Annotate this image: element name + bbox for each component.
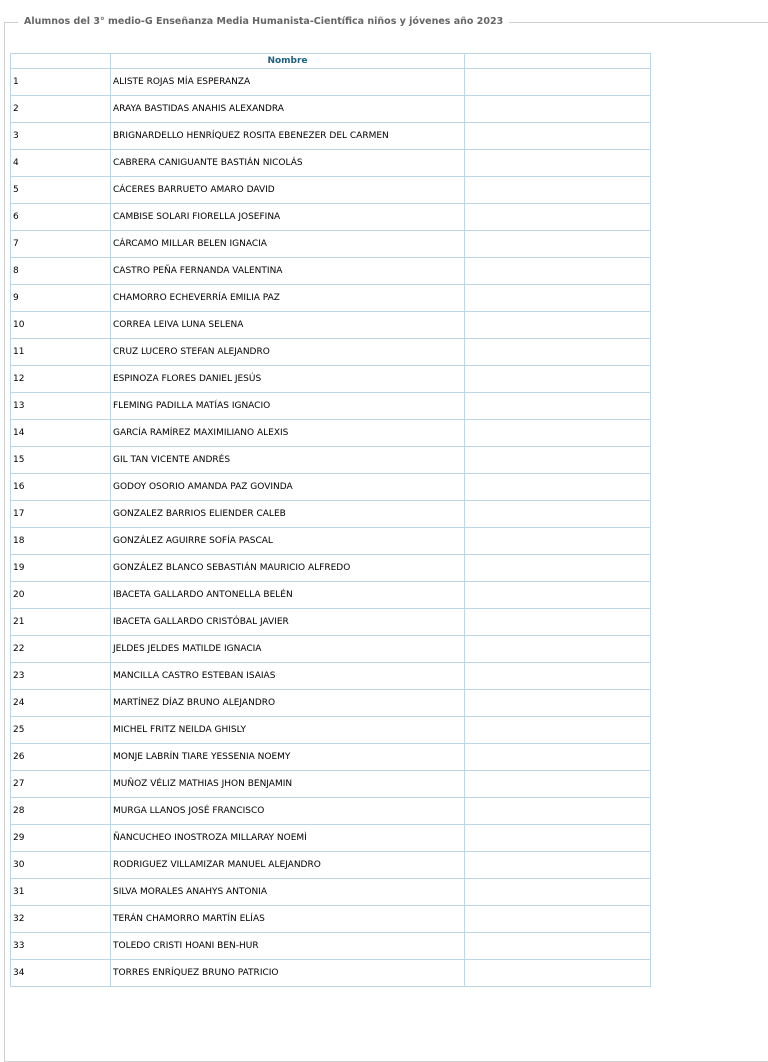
table-row: [11, 663, 651, 690]
student-name: ESPINOZA FLORES DANIEL JESÚS: [111, 366, 465, 393]
student-name: ÑANCUCHEO INOSTROZA MILLARAY NOEMÌ: [111, 825, 465, 852]
empty-cell: [465, 852, 651, 879]
row-number: 4: [11, 150, 111, 177]
empty-cell: [465, 960, 651, 987]
table-row: [11, 285, 651, 312]
empty-cell: [465, 555, 651, 582]
empty-cell: [465, 231, 651, 258]
table-row: [11, 474, 651, 501]
empty-cell: [465, 420, 651, 447]
empty-cell: [465, 258, 651, 285]
row-number: 23: [11, 663, 111, 690]
row-number: 19: [11, 555, 111, 582]
fieldset-legend: Alumnos del 3° medio-G Enseñanza Media Humanista-Científica niños y jóvenes año 2023: [18, 16, 509, 27]
table-row: [11, 771, 651, 798]
student-name: GONZÁLEZ AGUIRRE SOFÍA PASCAL: [111, 528, 465, 555]
empty-cell: [465, 663, 651, 690]
row-number: 29: [11, 825, 111, 852]
row-number: 34: [11, 960, 111, 987]
empty-cell: [465, 474, 651, 501]
table-row: [11, 555, 651, 582]
empty-cell: [465, 123, 651, 150]
student-name: ARAYA BASTIDAS ANAHIS ALEXANDRA: [111, 96, 465, 123]
row-number: 10: [11, 312, 111, 339]
table-row: [11, 204, 651, 231]
empty-cell: [465, 933, 651, 960]
student-name: CORREA LEIVA LUNA SELENA: [111, 312, 465, 339]
table-row: [11, 69, 651, 96]
empty-cell: [465, 96, 651, 123]
table-row: [11, 609, 651, 636]
table-row: [11, 825, 651, 852]
student-name: GARCÍA RAMÍREZ MAXIMILIANO ALEXIS: [111, 420, 465, 447]
table-row: [11, 906, 651, 933]
row-number: 28: [11, 798, 111, 825]
student-name: GONZÁLEZ BLANCO SEBASTIÁN MAURICIO ALFREDO: [111, 555, 465, 582]
empty-cell: [465, 447, 651, 474]
table-row: [11, 339, 651, 366]
row-number: 2: [11, 96, 111, 123]
student-name: CÁRCAMO MILLAR BELEN IGNACIA: [111, 231, 465, 258]
student-name: MICHEL FRITZ NEILDA GHISLY: [111, 717, 465, 744]
empty-cell: [465, 393, 651, 420]
table-row: [11, 393, 651, 420]
row-number: 25: [11, 717, 111, 744]
student-name: SILVA MORALES ANAHYS ANTONIA: [111, 879, 465, 906]
table-row: [11, 258, 651, 285]
table-header-row: [11, 54, 651, 69]
student-name: MONJE LABRÍN TIARE YESSENIA NOEMY: [111, 744, 465, 771]
empty-cell: [465, 879, 651, 906]
table-row: [11, 744, 651, 771]
empty-cell: [465, 636, 651, 663]
row-number: 11: [11, 339, 111, 366]
table-row: [11, 150, 651, 177]
empty-cell: [465, 177, 651, 204]
student-name: RODRIGUEZ VILLAMIZAR MANUEL ALEJANDRO: [111, 852, 465, 879]
table-row: [11, 501, 651, 528]
table-row: [11, 933, 651, 960]
header-extra: [465, 54, 651, 69]
row-number: 15: [11, 447, 111, 474]
row-number: 12: [11, 366, 111, 393]
row-number: 21: [11, 609, 111, 636]
header-number: [11, 54, 111, 69]
row-number: 8: [11, 258, 111, 285]
empty-cell: [465, 501, 651, 528]
student-name: TOLEDO CRISTI HOANI BEN-HUR: [111, 933, 465, 960]
empty-cell: [465, 150, 651, 177]
row-number: 5: [11, 177, 111, 204]
student-table: [10, 53, 651, 987]
row-number: 24: [11, 690, 111, 717]
student-name: TORRES ENRÍQUEZ BRUNO PATRICIO: [111, 960, 465, 987]
table-row: [11, 123, 651, 150]
student-name: CHAMORRO ECHEVERRÍA EMILIA PAZ: [111, 285, 465, 312]
row-number: 1: [11, 69, 111, 96]
empty-cell: [465, 609, 651, 636]
student-name: MANCILLA CASTRO ESTEBAN ISAIAS: [111, 663, 465, 690]
empty-cell: [465, 339, 651, 366]
empty-cell: [465, 906, 651, 933]
table-row: [11, 960, 651, 987]
student-name: BRIGNARDELLO HENRÍQUEZ ROSITA EBENEZER DEL CARMEN: [111, 123, 465, 150]
table-row: [11, 528, 651, 555]
empty-cell: [465, 690, 651, 717]
row-number: 22: [11, 636, 111, 663]
row-number: 27: [11, 771, 111, 798]
student-name: JELDES JELDES MATILDE IGNACIA: [111, 636, 465, 663]
row-number: 17: [11, 501, 111, 528]
table-row: [11, 798, 651, 825]
empty-cell: [465, 582, 651, 609]
student-name: ALISTE ROJAS MÍA ESPERANZA: [111, 69, 465, 96]
row-number: 26: [11, 744, 111, 771]
table-row: [11, 231, 651, 258]
empty-cell: [465, 204, 651, 231]
student-name: GONZALEZ BARRIOS ELIENDER CALEB: [111, 501, 465, 528]
row-number: 9: [11, 285, 111, 312]
student-name: IBACETA GALLARDO ANTONELLA BELÉN: [111, 582, 465, 609]
empty-cell: [465, 528, 651, 555]
table-row: [11, 852, 651, 879]
table-row: [11, 312, 651, 339]
row-number: 30: [11, 852, 111, 879]
empty-cell: [465, 366, 651, 393]
table-row: [11, 690, 651, 717]
student-name: CAMBISE SOLARI FIORELLA JOSEFINA: [111, 204, 465, 231]
student-name: GODOY OSORIO AMANDA PAZ GOVINDA: [111, 474, 465, 501]
table-row: [11, 717, 651, 744]
student-name: TERÁN CHAMORRO MARTÍN ELÍAS: [111, 906, 465, 933]
student-name: CASTRO PEÑA FERNANDA VALENTINA: [111, 258, 465, 285]
student-name: CRUZ LUCERO STEFAN ALEJANDRO: [111, 339, 465, 366]
table-row: [11, 177, 651, 204]
empty-cell: [465, 744, 651, 771]
student-name: CÁCERES BARRUETO AMARO DAVID: [111, 177, 465, 204]
table-row: [11, 879, 651, 906]
table-row: [11, 582, 651, 609]
empty-cell: [465, 285, 651, 312]
row-number: 33: [11, 933, 111, 960]
table-row: [11, 420, 651, 447]
empty-cell: [465, 825, 651, 852]
header-name: Nombre: [111, 54, 465, 69]
table-row: [11, 96, 651, 123]
empty-cell: [465, 798, 651, 825]
table-body: [11, 69, 651, 987]
student-name: FLEMING PADILLA MATÍAS IGNACIO: [111, 393, 465, 420]
table-row: [11, 447, 651, 474]
empty-cell: [465, 717, 651, 744]
row-number: 14: [11, 420, 111, 447]
empty-cell: [465, 771, 651, 798]
student-name: MARTÍNEZ DÍAZ BRUNO ALEJANDRO: [111, 690, 465, 717]
row-number: 16: [11, 474, 111, 501]
row-number: 6: [11, 204, 111, 231]
row-number: 3: [11, 123, 111, 150]
student-name: GIL TAN VICENTE ANDRÉS: [111, 447, 465, 474]
student-name: IBACETA GALLARDO CRISTÓBAL JAVIER: [111, 609, 465, 636]
student-name: MURGA LLANOS JOSÉ FRANCISCO: [111, 798, 465, 825]
table-row: [11, 636, 651, 663]
row-number: 13: [11, 393, 111, 420]
empty-cell: [465, 312, 651, 339]
student-name: MUÑOZ VÉLIZ MATHIAS JHON BENJAMIN: [111, 771, 465, 798]
row-number: 18: [11, 528, 111, 555]
table-row: [11, 366, 651, 393]
row-number: 7: [11, 231, 111, 258]
row-number: 20: [11, 582, 111, 609]
student-name: CABRERA CANIGUANTE BASTIÁN NICOLÁS: [111, 150, 465, 177]
row-number: 32: [11, 906, 111, 933]
row-number: 31: [11, 879, 111, 906]
empty-cell: [465, 69, 651, 96]
